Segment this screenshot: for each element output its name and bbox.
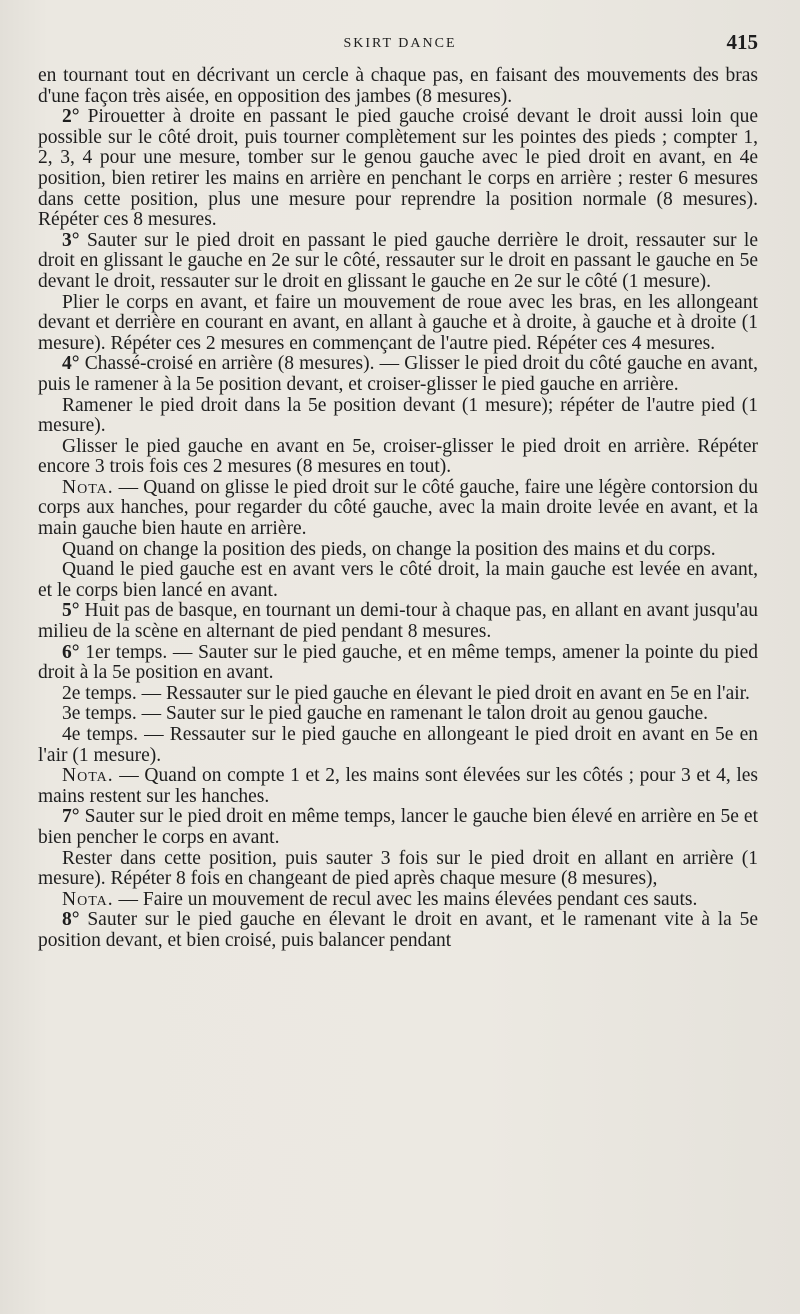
paragraph-text: — Quand on compte 1 et 2, les mains sont élevées sur les côtés ; pour 3 et 4, les mains restent sur les hanches. — [38, 765, 758, 807]
paragraph-text: Quand on change la position des pieds, on change la position des mains et du corps. — [62, 538, 716, 560]
paragraph — [38, 725, 758, 766]
paragraph-text: Rester dans cette position, puis sauter 3 fois sur le pied droit en allant en arrière (1 mesure). Répéter 8 fois en changeant de pied après chaque mesure (8 mesures), — [38, 847, 758, 890]
page-body — [38, 66, 758, 952]
step-number: 3° — [62, 229, 80, 251]
paragraph-text: — Quand on glisse le pied droit sur le côté gauche, faire une légère contorsion du corps aux hanches, pour regarder du côté gauche, avec la main droite levée en avant, et la main gauche bien haute en arrière. — [38, 476, 758, 540]
page-header — [36, 30, 764, 60]
nota-label: Nota. — [62, 476, 114, 498]
step-number: 8° — [62, 909, 80, 931]
step-number: 7° — [62, 806, 80, 828]
paragraph-text: Sauter sur le pied droit en même temps, lancer le gauche bien élevé en arrière en 5e et bien pencher le corps en avant. — [38, 806, 758, 848]
paragraph — [38, 849, 758, 890]
paragraph-text: Pirouetter à droite en passant le pied gauche croisé devant le droit aussi loin que possible sur le côté droit, puis tourner complètement sur les pointes des pieds ; compter 1, 2, 3, 4 pour une mesure, tomber sur le genou gauche avec le pied droit en avant, en 4e position, bien retirer les mains en arrière en penchant le corps en arrière ; rester 6 mesures dans cette position, plus une mesure pour reprendre la position normale (8 mesures). Répéter ces 8 mesures. — [38, 106, 758, 231]
paragraph-text: — Faire un mouvement de recul avec les mains élevées pendant ces sauts. — [113, 888, 698, 910]
paragraph-text: en tournant tout en décrivant un cercle à chaque pas, en faisant des mouvements des bras d'une façon très aisée, en opposition des jambes (8 mesures). — [38, 65, 758, 107]
paragraph-step-2 — [38, 107, 758, 231]
paragraph-text: Glisser le pied gauche en avant en 5e, croiser-glisser le pied droit en arrière. Répéter encore 3 trois fois ces 2 mesures (8 mesures en tout). — [38, 435, 758, 478]
paragraph-step-6 — [38, 643, 758, 684]
paragraph-nota — [38, 766, 758, 807]
nota-label: Nota. — [62, 888, 114, 910]
paragraph-text: Plier le corps en avant, et faire un mouvement de roue avec les bras, en les allongeant devant et derrière en courant en avant, en allant à gauche et à droite, à gauche et à droite (1 mesure). Répéter ces 2 mesures en commençant de l'autre pied. Répéter ces 4 mesures. — [38, 291, 758, 354]
paragraph-text: 1er temps. — Sauter sur le pied gauche, et en même temps, amener la pointe du pied droit à la 5e position en avant. — [38, 641, 758, 684]
paragraph — [38, 437, 758, 478]
paragraph-step-8 — [38, 910, 758, 951]
running-head: SKIRT DANCE — [343, 36, 457, 51]
paragraph-text: Sauter sur le pied droit en passant le pied gauche derrière le droit, ressauter sur le droit en glissant le gauche en 2e sur le côté, ressauter sur le droit en passant le gauche en 5e devant le droit, ressauter sur le droit en glissant le gauche en 2e sur le côté (1 mesure). — [38, 229, 758, 292]
step-number: 5° — [62, 600, 80, 622]
step-number: 6° — [62, 641, 80, 663]
step-number: 2° — [62, 106, 80, 128]
paragraph-text: Sauter sur le pied gauche en élevant le droit en avant, et le ramenant vite à la 5e position devant, et bien croisé, puis balancer pendant — [38, 909, 758, 951]
paragraph — [38, 684, 758, 705]
paragraph-text: 3e temps. — Sauter sur le pied gauche en ramenant le talon droit au genou gauche. — [62, 703, 708, 725]
page-number: 415 — [726, 30, 758, 54]
paragraph-step-7 — [38, 807, 758, 848]
paragraph — [38, 560, 758, 601]
paragraph-text: Huit pas de basque, en tournant un demi-tour à chaque pas, en allant en avant jusqu'au milieu de la scène en alternant de pied pendant 8 mesures. — [38, 600, 758, 643]
paragraph-text: Quand le pied gauche est en avant vers le côté droit, la main gauche est levée en avant, et le corps bien lancé en avant. — [38, 559, 758, 601]
nota-label: Nota. — [62, 765, 114, 787]
paragraph-text: 4e temps. — Ressauter sur le pied gauche en allongeant le pied droit en avant en 5e en l'air (1 mesure). — [38, 724, 758, 766]
paragraph-step-5 — [38, 601, 758, 642]
paragraph-step-3 — [38, 231, 758, 293]
paragraph-text: 2e temps. — Ressauter sur le pied gauche en élevant le pied droit en avant en 5e en l'air. — [62, 682, 750, 704]
paragraph — [38, 540, 758, 561]
step-number: 4° — [62, 353, 80, 375]
paragraph — [38, 396, 758, 437]
paragraph-nota — [38, 890, 758, 911]
paragraph — [38, 704, 758, 725]
paragraph-continuation — [38, 66, 758, 107]
paragraph-step-4 — [38, 354, 758, 395]
paragraph-nota — [38, 478, 758, 540]
paragraph-text: Ramener le pied droit dans la 5e position devant (1 mesure); répéter de l'autre pied (1 mesure). — [38, 394, 758, 437]
paragraph — [38, 293, 758, 355]
paragraph-text: Chassé-croisé en arrière (8 mesures). — Glisser le pied droit du côté gauche en avant, puis le ramener à la 5e position devant, et croiser-glisser le pied gauche en arrière. — [38, 353, 758, 395]
